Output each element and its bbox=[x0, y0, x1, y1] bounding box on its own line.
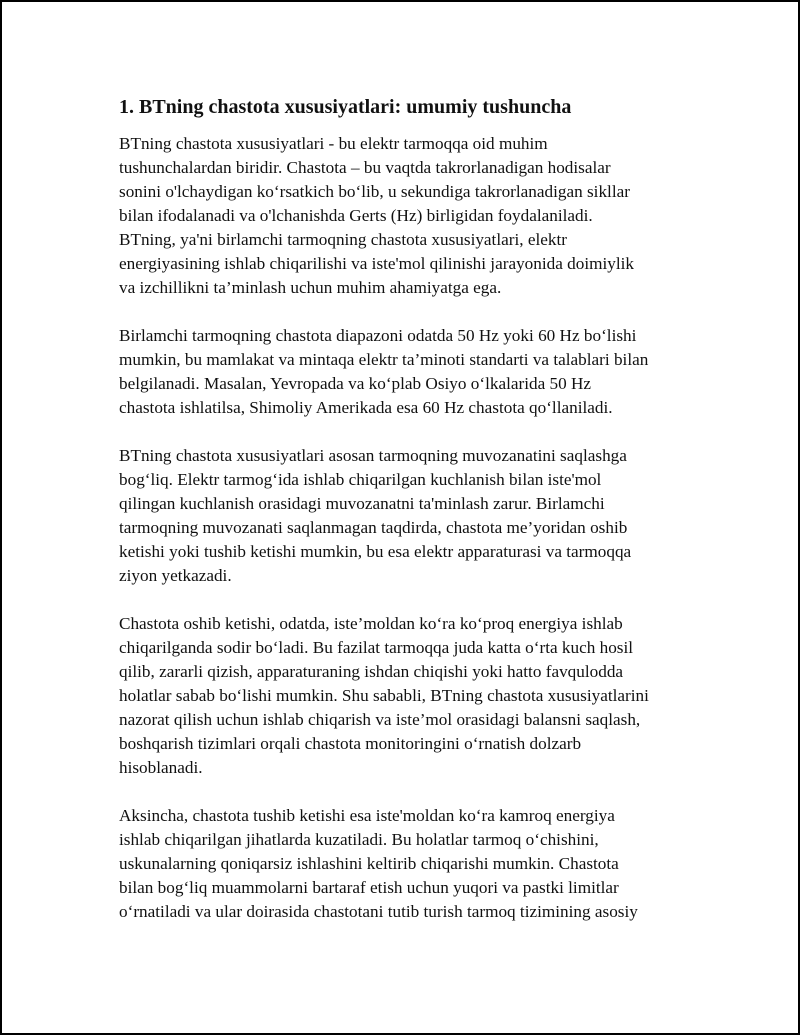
text-line: ketishi yoki tushib ketishi mumkin, bu esa elektr apparaturasi va tarmoqqa bbox=[119, 542, 632, 561]
text-line: ziyon yetkazadi. bbox=[119, 566, 232, 585]
text-line: chiqarilganda sodir bo‘ladi. Bu fazilat tarmoqqa juda katta o‘rta kuch hosil bbox=[119, 638, 634, 657]
paragraph-4 bbox=[119, 612, 699, 780]
text-line: BTning, ya'ni birlamchi tarmoqning chastota xususiyatlari, elektr bbox=[119, 230, 567, 249]
text-line: tushunchalardan biridir. Chastota – bu vaqtda takrorlanadigan hodisalar bbox=[119, 158, 611, 177]
text-line: sonini o'lchaydigan ko‘rsatkich bo‘lib, u sekundiga takrorlanadigan sikllar bbox=[119, 182, 630, 201]
text-line: BTning chastota xususiyatlari - bu elektr tarmoqqa oid muhim bbox=[119, 134, 548, 153]
text-line: Chastota oshib ketishi, odatda, iste’moldan ko‘ra ko‘proq energiya ishlab bbox=[119, 614, 623, 633]
text-line: boshqarish tizimlari orqali chastota monitoringini o‘rnatish dolzarb bbox=[119, 734, 582, 753]
text-line: qilib, zararli qizish, apparaturaning ishdan chiqishi yoki hatto favqulodda bbox=[119, 662, 624, 681]
text-line: bog‘liq. Elektr tarmog‘ida ishlab chiqarilgan kuchlanish bilan iste'mol bbox=[119, 470, 602, 489]
paragraph-2 bbox=[119, 324, 699, 420]
paragraph-3 bbox=[119, 444, 699, 588]
text-line: belgilanadi. Masalan, Yevropada va ko‘plab Osiyo o‘lkalarida 50 Hz bbox=[119, 374, 592, 393]
text-line: bilan ifodalanadi va o'lchanishda Gerts (Hz) birligidan foydalaniladi. bbox=[119, 206, 593, 225]
text-line: bilan bog‘liq muammolarni bartaraf etish uchun yuqori va pastki limitlar bbox=[119, 878, 619, 897]
text-line: o‘rnatiladi va ular doirasida chastotani tutib turish tarmoq tizimining asosiy bbox=[119, 902, 638, 921]
text-line: tarmoqning muvozanati saqlanmagan taqdirda, chastota me’yoridan oshib bbox=[119, 518, 628, 537]
text-line: BTning chastota xususiyatlari asosan tarmoqning muvozanatini saqlashga bbox=[119, 446, 627, 465]
paragraph-1 bbox=[119, 132, 699, 300]
text-line: nazorat qilish uchun ishlab chiqarish va iste’mol orasidagi balansni saqlash, bbox=[119, 710, 641, 729]
document-body bbox=[119, 94, 699, 948]
text-line: hisoblanadi. bbox=[119, 758, 203, 777]
section-heading: 1. BTning chastota xususiyatlari: umumiy tushuncha bbox=[119, 96, 572, 118]
text-line: Birlamchi tarmoqning chastota diapazoni odatda 50 Hz yoki 60 Hz bo‘lishi bbox=[119, 326, 637, 345]
text-line: Aksincha, chastota tushib ketishi esa iste'moldan ko‘ra kamroq energiya bbox=[119, 806, 615, 825]
text-line: mumkin, bu mamlakat va mintaqa elektr ta’minoti standarti va talablari bilan bbox=[119, 350, 649, 369]
text-line: energiyasining ishlab chiqarilishi va iste'mol qilinishi jarayonida doimiylik bbox=[119, 254, 634, 273]
text-line: chastota ishlatilsa, Shimoliy Amerikada esa 60 Hz chastota qo‘llaniladi. bbox=[119, 398, 613, 417]
paragraph-5 bbox=[119, 804, 699, 924]
text-line: holatlar sabab bo‘lishi mumkin. Shu sababli, BTning chastota xususiyatlarini bbox=[119, 686, 649, 705]
text-line: qilingan kuchlanish orasidagi muvozanatni ta'minlash zarur. Birlamchi bbox=[119, 494, 605, 513]
text-line: uskunalarning qoniqarsiz ishlashini keltirib chiqarishi mumkin. Chastota bbox=[119, 854, 619, 873]
text-line: va izchillikni ta’minlash uchun muhim ahamiyatga ega. bbox=[119, 278, 502, 297]
text-line: ishlab chiqarilgan jihatlarda kuzatiladi. Bu holatlar tarmoq o‘chishini, bbox=[119, 830, 599, 849]
